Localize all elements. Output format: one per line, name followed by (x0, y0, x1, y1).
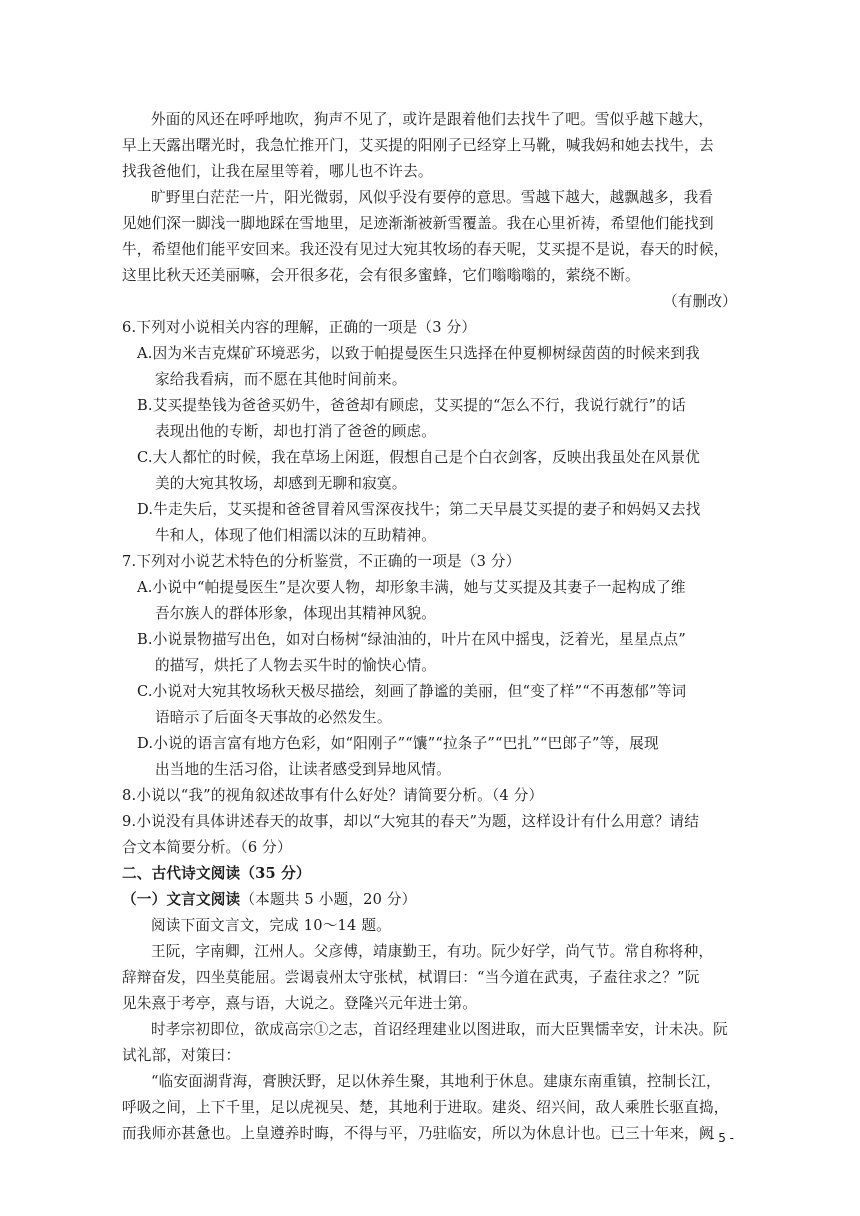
q7-option-a: A.小说中“帕提曼医生”是次要人物，却形象丰满，她与艾买提及其妻子一起构成了维 (137, 579, 686, 596)
passage-line: 这里比秋天还美丽嘛，会开很多花，会有很多蜜蜂，它们嗡嗡嗡的，萦绕不断。 (122, 267, 640, 284)
classical-text-line: 而我师亦甚惫也。上皇遵养时晦，不得与平，乃驻临安，所以为休息计也。已三十年来，阙 (122, 1125, 714, 1142)
passage-line: 找我爸他们，让我在屋里等着，哪儿也不许去。 (122, 163, 433, 180)
q7-option-b: B.小说景物描写出色，如对白杨树“绿油油的，叶片在风中摇曳，泛着光，星星点点” (137, 631, 686, 648)
question-7-stem: 7.下列对小说艺术特色的分析鉴赏，不正确的一项是（3 分） (122, 553, 521, 570)
question-9-cont: 合文本简要分析。（6 分） (122, 839, 292, 856)
subsection-1-heading (122, 890, 416, 910)
classical-text-line: “临安面湖背海，膏腴沃野，足以休养生聚，其地利于休息。建康东南重镇，控制长江， (151, 1073, 721, 1090)
q6-option-c: C.大人都忙的时候，我在草场上闲逛，假想自己是个白衣剑客，反映出我虽处在风景优 (137, 449, 701, 466)
passage-line: 外面的风还在呼呼地吹，狗声不见了，或许是跟着他们去找牛了吧。雪似乎越下越大， (151, 111, 714, 128)
classical-text-line: 时孝宗初即位，欲成高宗①之志，首诏经理建业以图进取，而大臣巽懦幸安，计未决。阮 (151, 1021, 728, 1038)
page-number: - 5 - (710, 1131, 734, 1145)
passage-line: 旷野里白茫茫一片，阳光微弱，风似乎没有要停的意思。雪越下越大，越飘越多，我看 (151, 189, 714, 206)
q7-option-b-cont: 的描写，烘托了人物去买牛时的愉快心情。 (155, 657, 437, 674)
q6-option-a-cont: 家给我看病，而不愿在其他时间前来。 (155, 371, 407, 388)
q7-option-c: C.小说对大宛其牧场秋天极尽描绘，刻画了静谧的美丽，但“变了样”“不再葱郁”等词 (137, 683, 687, 700)
reading-instruction: 阅读下面文言文，完成 10～14 题。 (151, 917, 391, 934)
q6-option-d-cont: 牛和人，体现了他们相濡以沫的互助精神。 (155, 527, 437, 544)
question-8: 8.小说以“我”的视角叙述故事有什么好处？请简要分析。（4 分） (122, 787, 544, 804)
q7-option-c-cont: 语暗示了后面冬天事故的必然发生。 (155, 709, 392, 726)
classical-text-line: 见朱熹于考亭，熹与语，大说之。登隆兴元年进士第。 (122, 995, 478, 1012)
subsection-1-note: （本题共 5 小题，20 分） (240, 891, 417, 908)
question-9: 9.小说没有具体讲述春天的故事，却以“大宛其的春天”为题，这样设计有什么用意？请结 (122, 813, 700, 830)
source-note: （有删改） (663, 293, 737, 310)
section-2-title: 二、古代诗文阅读（35 分） (122, 865, 311, 882)
passage-line: 牛，希望他们能平安回来。我还没有见过大宛其牧场的春天呢，艾买提不是说，春天的时候， (122, 241, 729, 258)
q7-option-d: D.小说的语言富有地方色彩，如“阳刚子”“馕”“拉条子”“巴扎”“巴郎子”等，展现 (137, 735, 659, 752)
classical-text-line: 试礼部，对策曰： (122, 1047, 241, 1064)
classical-text-line: 辞辩奋发，四坐莫能屈。尝谒袁州太守张栻，栻谓曰：“当今道在武夷，子盍往求之？”阮 (122, 969, 700, 986)
classical-text-line: 王阮，字南卿，江州人。父彦傅，靖康勤王，有功。阮少好学，尚气节。常自称将种， (151, 943, 714, 960)
q6-option-b: B.艾买提垫钱为爸爸买奶牛，爸爸却有顾虑，艾买提的“怎么不行，我说行就行”的话 (137, 397, 686, 414)
passage-line: 早上天露出曙光时，我急忙推开门，艾买提的阳刚子已经穿上马靴，喊我妈和她去找牛，去 (122, 137, 714, 154)
classical-text-line: 呼吸之间，上下千里，足以虎视吴、楚，其地利于进取。建炎、绍兴间，敌人乘胜长驱直捣， (122, 1099, 729, 1116)
passage-line: 见她们深一脚浅一脚地踩在雪地里，足迹渐渐被新雪覆盖。我在心里祈祷，希望他们能找到 (122, 215, 714, 232)
q6-option-a: A.因为米吉克煤矿环境恶劣，以致于帕提曼医生只选择在仲夏柳树绿茵茵的时候来到我 (137, 345, 700, 362)
q6-option-d: D.牛走失后，艾买提和爸爸冒着风雪深夜找牛；第二天早晨艾买提的妻子和妈妈又去找 (137, 501, 701, 518)
q7-option-a-cont: 吾尔族人的群体形象，体现出其精神风貌。 (155, 605, 437, 622)
question-6-stem: 6.下列对小说相关内容的理解，正确的一项是（3 分） (122, 319, 477, 336)
subsection-1-title: （一）文言文阅读 (122, 891, 241, 908)
q7-option-d-cont: 出当地的生活习俗，让读者感受到异地风情。 (155, 761, 451, 778)
q6-option-c-cont: 美的大宛其牧场，却感到无聊和寂寞。 (155, 475, 407, 492)
q6-option-b-cont: 表现出他的专断，却也打消了爸爸的顾虑。 (155, 423, 437, 440)
